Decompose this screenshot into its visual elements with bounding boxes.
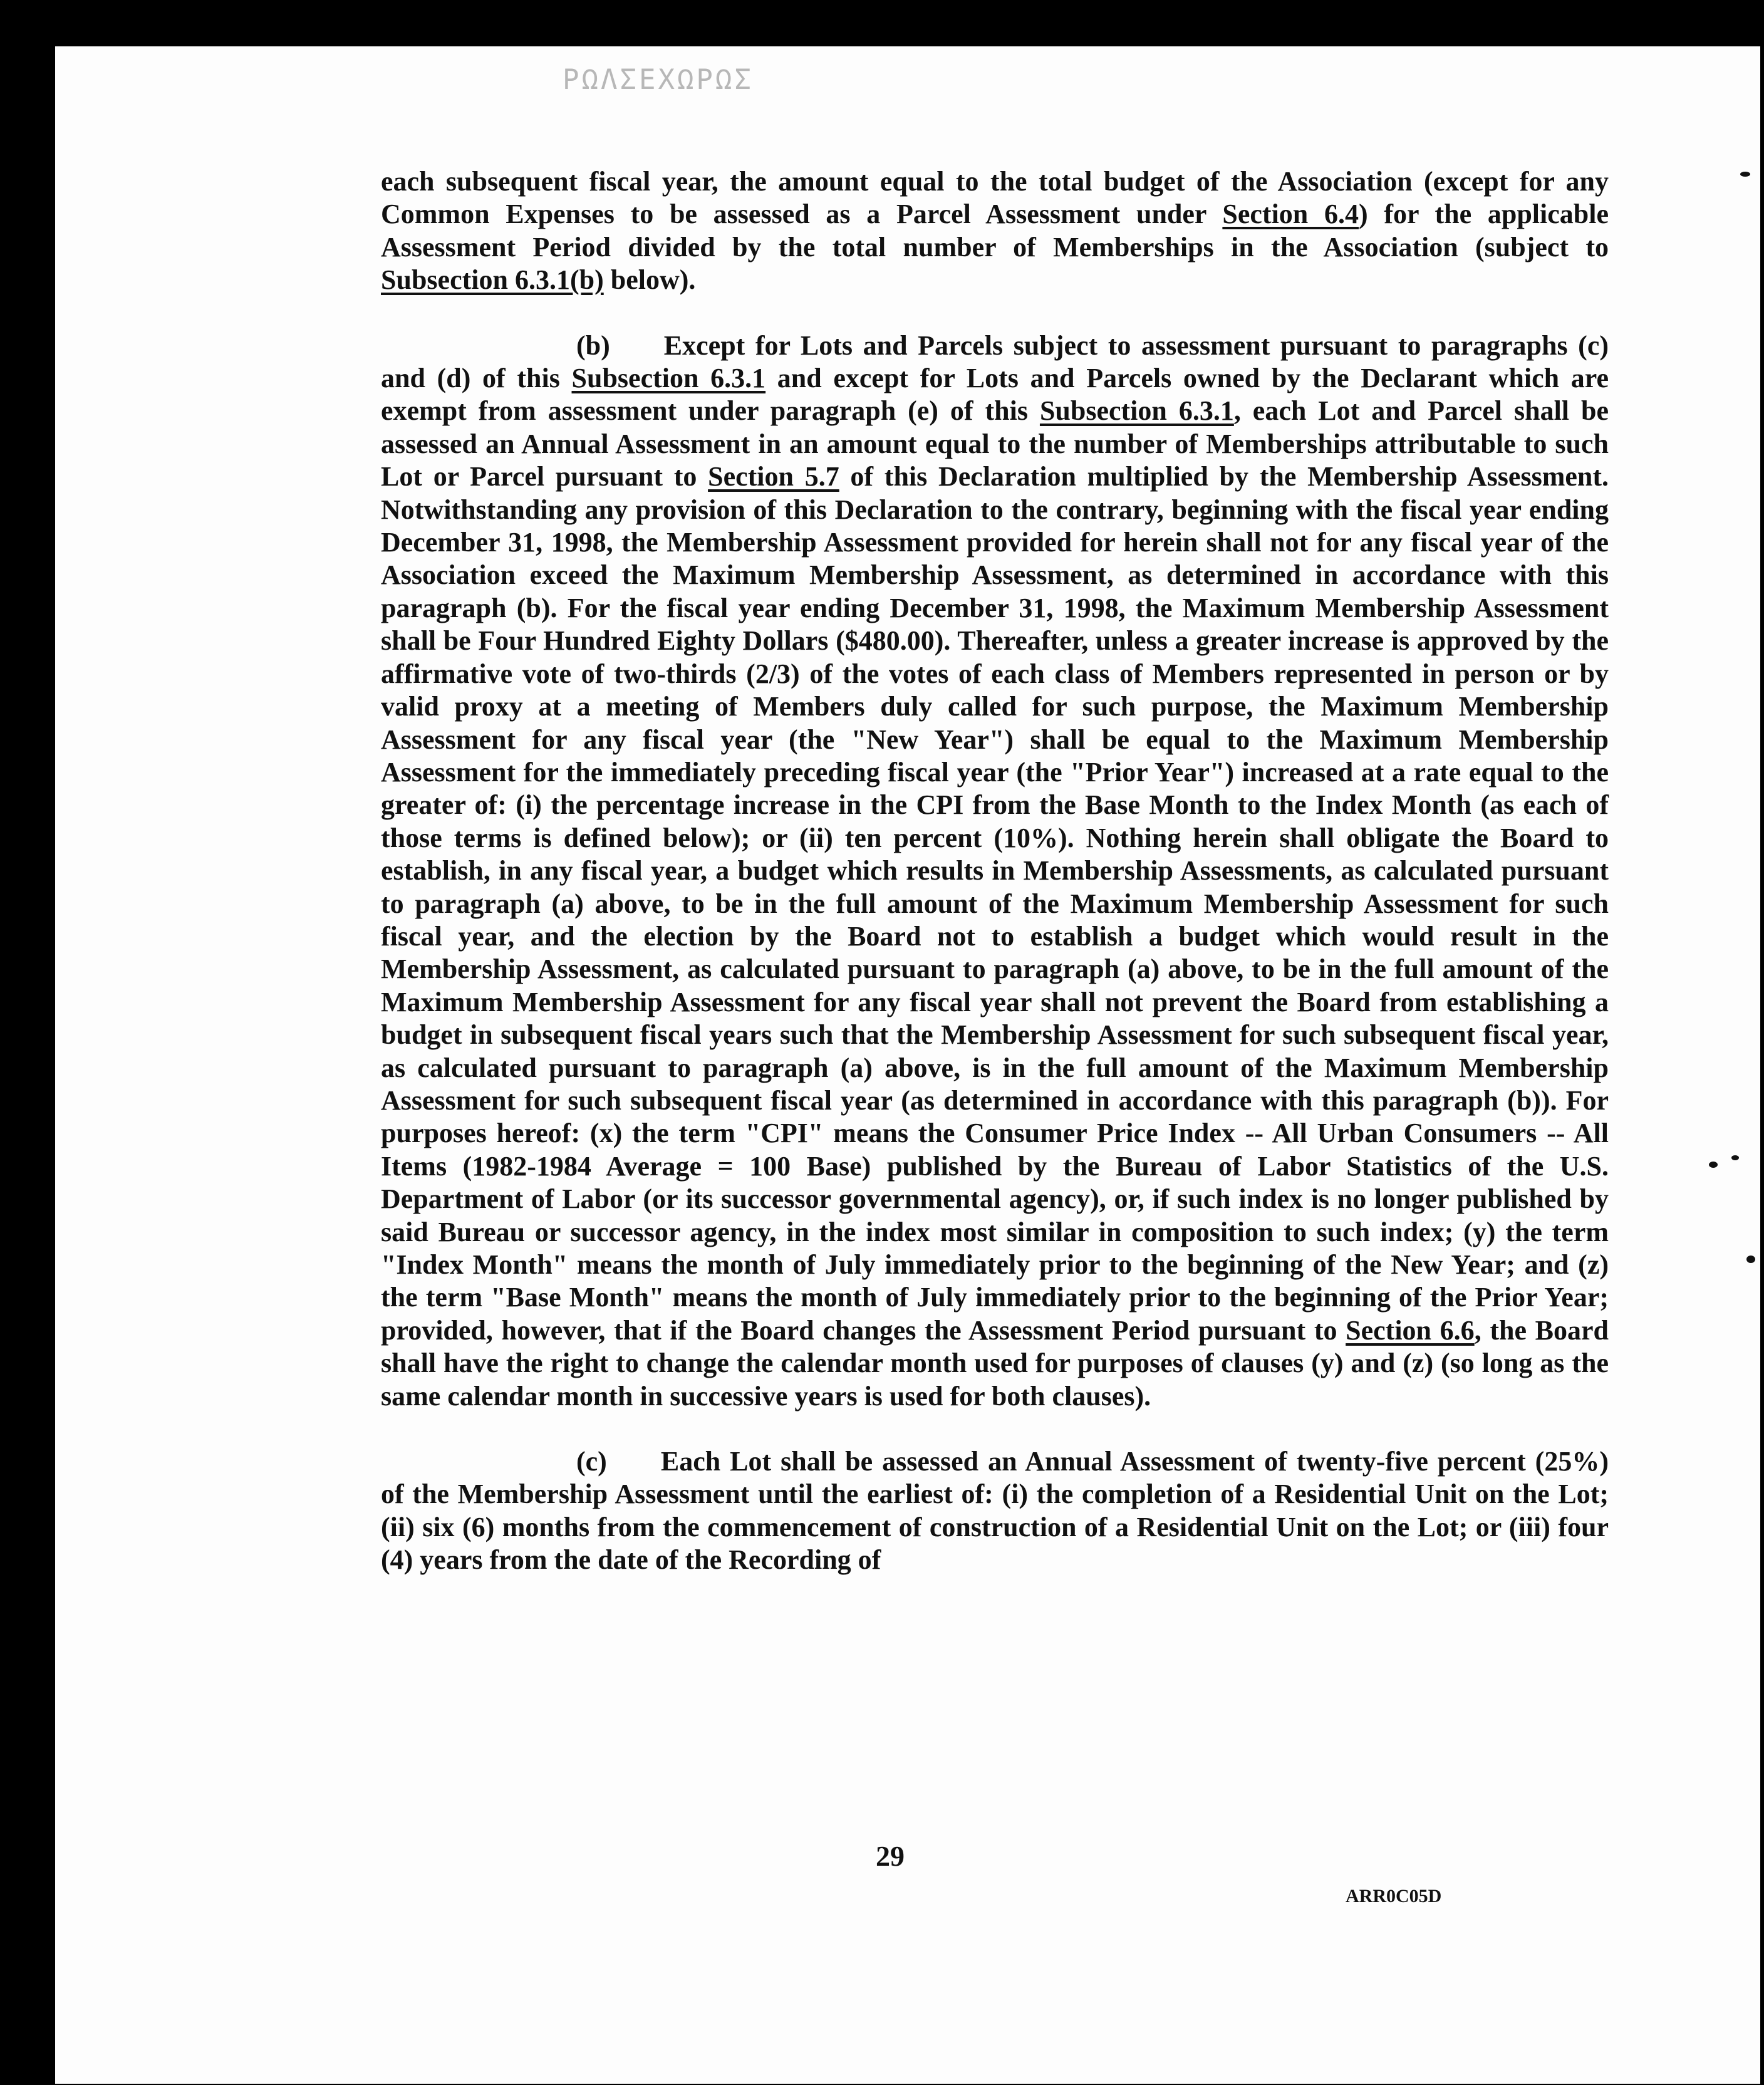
faint-stamp: ΡΩΛΣΕΧΩΡΩΣ — [563, 64, 754, 96]
paragraph-label: (b) — [576, 330, 610, 361]
section-reference: Section 5.7 — [708, 461, 839, 492]
subsection-reference: Subsection 6.3.1 — [1039, 395, 1234, 427]
section-reference: Section 6.6 — [1346, 1314, 1475, 1346]
paragraph-label: (c) — [576, 1446, 607, 1477]
paragraph-b — [381, 330, 1609, 1413]
page-number: 29 — [876, 1840, 905, 1872]
document-page — [55, 46, 1760, 2084]
scan-speck — [1709, 1162, 1718, 1168]
scan-speck — [1746, 1256, 1755, 1263]
scan-speck — [1731, 1155, 1739, 1160]
subsection-reference: Subsection 6.3.1 — [571, 363, 766, 394]
body-text — [381, 165, 1609, 1577]
subsection-reference: Subsection 6.3.1(b) — [381, 264, 604, 296]
section-reference: Section 6.4 — [1222, 199, 1359, 230]
text-run: and except for Lots and Parcels owned by the Declarant which are exempt from assessment under paragraph (e) of this — [381, 363, 1609, 427]
text-run: below). — [603, 264, 696, 296]
paragraph-a-continued — [381, 165, 1609, 297]
document-code: ARR0C05D — [1346, 1886, 1442, 1906]
text-run: , the Board shall have the right to change the calendar month used for purposes of clauses (y) and (z) (so long as the same calendar month in successive years is used for both clauses). — [381, 1314, 1609, 1412]
text-run: each subsequent fiscal year, the amount equal to the total budget of the Association (except for any Common Expenses to be assessed as a Parcel Assessment under — [381, 166, 1609, 230]
text-run: Except for Lots and Parcels subject to assessment pursuant to paragraphs (c) and (d) of this — [381, 330, 1609, 394]
paragraph-c — [381, 1445, 1609, 1577]
scan-speck — [1740, 172, 1750, 177]
text-run: of this Declaration multiplied by the Membership Assessment. Notwithstanding any provision of this Declaration to the contrary, beginning with the fiscal year ending December 31, 1998, the Membership Assessment provided for herein shall not for any fiscal year of the Association exceed the Maximum Membership Assessment, as determined in accordance with this paragraph (b). For the fiscal year ending December 31, 1998, the Maximum Membership Assessment shall be Four Hundred Eighty Dollars ($480.00). Thereafter, unless a greater increase is approved by the affirmative vote of two-thirds (2/3) of the votes of each class of Members represented in person or by valid proxy at a meeting of Members duly called for such purpose, the Maximum Membership Assessment for any fiscal year (the "New Year") shall be equal to the Maximum Membership Assessment for the immediately preceding fiscal year (the "Prior Year") increased at a rate equal to the greater of: (i) the percentage increase in the CPI from the Base Month to the Index Month (as each of those terms is defined below); or (ii) ten percent (10%). Nothing herein shall obligate the Board to establish, in any fiscal year, a budget which results in Membership Assessments, as calculated pursuant to paragraph (a) above, to be in the full amount of the Maximum Membership Assessment for such fiscal year, and the election by the Board not to establish a budget which would result in the Membership Assessment, as calculated pursuant to paragraph (a) above, to be in the full amount of the Maximum Membership Assessment for any fiscal year shall not prevent the Board from establishing a budget in subsequent fiscal years such that the Membership Assessment for such subsequent fiscal year, as calculated pursuant to paragraph (a) above, is in the full amount of the Maximum Membership Assessment for such subsequent fiscal year (as determined in accordance with this paragraph (b)). For purposes hereof: (x) the term "CPI" means the Consumer Price Index -- All Urban Consumers -- All Items (1982-1984 Average = 100 Base) published by the Bureau of Labor Statistics of the U.S. Department of Labor (or its successor governmental agency), or, if such index is no longer published by said Bureau or successor agency, in the index most similar in composition to such index; (y) the term "Index Month" means the month of July immediately prior to the beginning of the New Year; and (z) the term "Base Month" means the month of July immediately prior to the beginning of the Prior Year; provided, however, that if the Board changes the Assessment Period pursuant to — [381, 461, 1609, 1346]
text-run: Each Lot shall be assessed an Annual Assessment of twenty-five percent (25%) of the Membership Assessment until the earliest of: (i) the completion of a Residential Unit on the Lot; (ii) six (6) months from the commencement of construction of a Residential Unit on the Lot; or (iii) four (4) years from the date of the Recording of — [381, 1446, 1609, 1576]
text-run: , each Lot and Parcel shall be assessed an Annual Assessment in an amount equal to the number of Memberships attributable to such Lot or Parcel pursuant to — [381, 395, 1609, 492]
text-run: ) for the applicable Assessment Period divided by the total number of Memberships in the Association (subject to — [381, 199, 1609, 263]
